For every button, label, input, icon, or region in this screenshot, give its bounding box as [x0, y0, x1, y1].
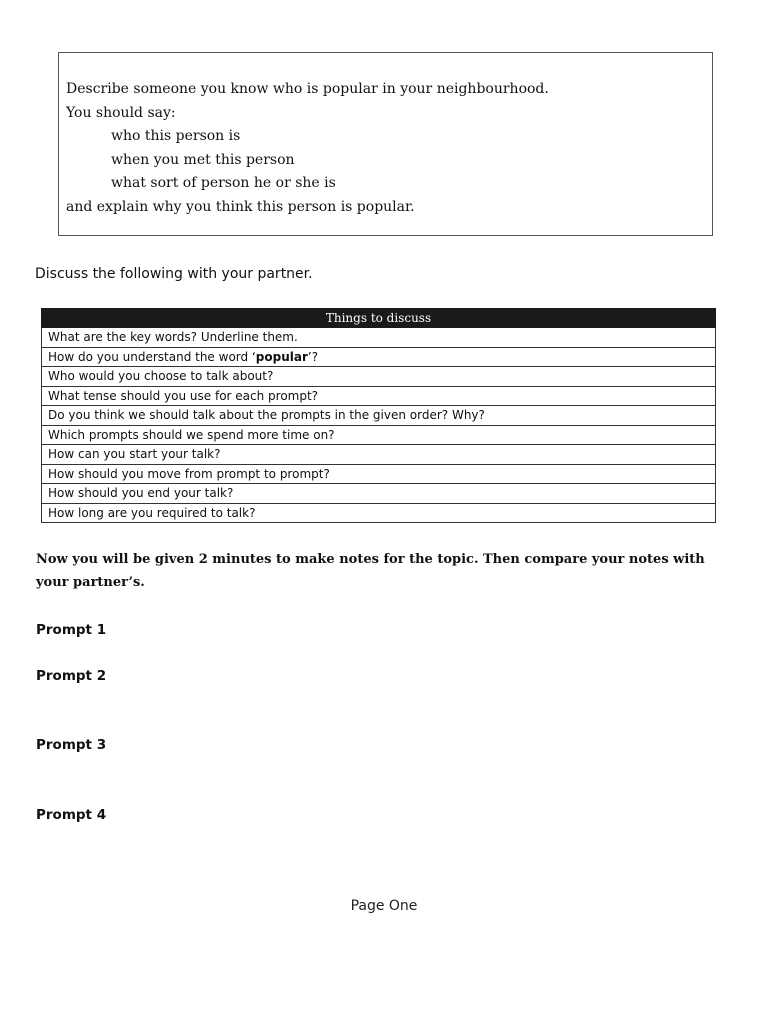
- table-cell: How should you move from prompt to prompt?: [42, 464, 716, 484]
- table-row: [42, 445, 716, 465]
- table-cell: What tense should you use for each prompt?: [42, 386, 716, 406]
- table-row: [42, 503, 716, 523]
- table-header: Things to discuss: [42, 309, 716, 328]
- table-cell: Do you think we should talk about the prompts in the given order? Why?: [42, 406, 716, 426]
- table-cell: [42, 347, 716, 367]
- table-cell-bold-word: popular: [255, 349, 308, 364]
- cue-card-you-should-say: You should say:: [66, 104, 176, 121]
- table-row: [42, 406, 716, 426]
- table-cell: How should you end your talk?: [42, 484, 716, 504]
- cue-card-bullet-3: what sort of person he or she is: [111, 175, 336, 191]
- prompt-4-label: Prompt 4: [36, 807, 107, 823]
- page-footer: Page One: [350, 898, 418, 914]
- table-row: [42, 386, 716, 406]
- prompt-2-label: Prompt 2: [36, 668, 107, 684]
- cue-card-topic: Describe someone you know who is popular in your neighbourhood.: [66, 81, 549, 97]
- table-cell-text-before: How do you understand the word ‘: [48, 349, 256, 364]
- discuss-heading: Discuss the following with your partner.: [35, 266, 313, 282]
- table-cell: Which prompts should we spend more time on?: [42, 425, 716, 445]
- discussion-table: [41, 308, 716, 523]
- cue-card-closing: and explain why you think this person is popular.: [66, 198, 415, 215]
- table-row: [42, 347, 716, 367]
- notes-instruction: Now you will be given 2 minutes to make notes for the topic. Then compare your notes with your partner’s.: [36, 552, 705, 590]
- table-cell: How can you start your talk?: [42, 445, 716, 465]
- table-row: [42, 464, 716, 484]
- table-row: [42, 328, 716, 348]
- table-row: [42, 484, 716, 504]
- table-row: [42, 425, 716, 445]
- prompt-3-label: Prompt 3: [36, 737, 107, 753]
- table-cell-text-after: ’?: [307, 349, 319, 364]
- table-row: [42, 367, 716, 387]
- cue-card-bullet-1: who this person is: [111, 128, 241, 144]
- table-cell: How long are you required to talk?: [42, 503, 716, 523]
- cue-card-bullet-2: when you met this person: [111, 151, 295, 168]
- table-header-row: [42, 309, 716, 328]
- table-cell: What are the key words? Underline them.: [42, 328, 716, 348]
- cue-card: [58, 52, 713, 236]
- prompt-1-label: Prompt 1: [36, 622, 107, 638]
- table-cell: Who would you choose to talk about?: [42, 367, 716, 387]
